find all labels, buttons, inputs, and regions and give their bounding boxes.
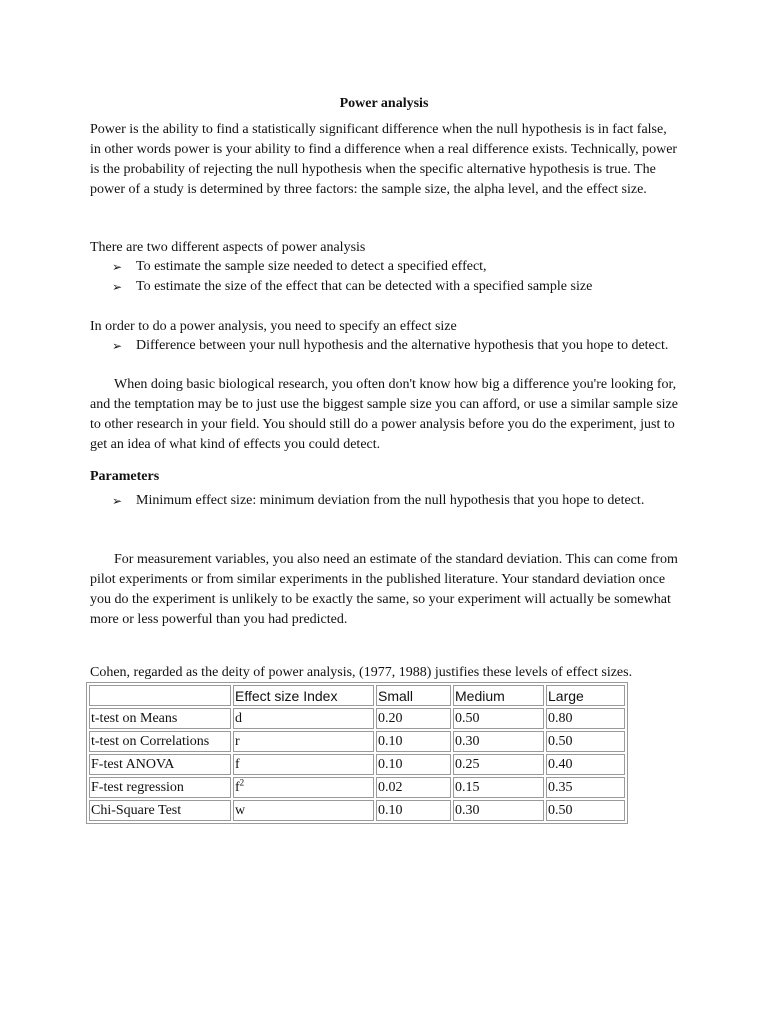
index-cell: $f^2$ — [233, 777, 374, 798]
parameters-heading: Parameters — [90, 469, 160, 484]
large-cell: 0.35 — [546, 777, 625, 798]
research-paragraph: When doing basic biological research, you often don't know how big a difference you're looking for, and the temptation may be to just use the biggest sample size you can afford, or use a similar sample size to other research in your field. You should still do a power analysis before you do the experiment, just to get an idea of what kind of effects you could detect. — [90, 377, 678, 452]
table-header-cell: Medium — [453, 685, 544, 706]
table-header-cell: Small — [376, 685, 451, 706]
effect-list — [112, 336, 682, 356]
table-header-row — [89, 685, 625, 706]
measurement-paragraph: For measurement variables, you also need an estimate of the standard deviation. This can come from pilot experiments or from similar experiments in the published literature. Your standard deviation once you do the experiment is unlikely to be exactly the same, so your experiment will actually be somewhat more or less powerful than you had predicted. — [90, 552, 678, 627]
arrow-bullet-icon: ➢ — [112, 494, 123, 508]
large-cell: 0.50 — [546, 731, 625, 752]
small-cell: 0.20 — [376, 708, 451, 729]
small-cell: 0.02 — [376, 777, 451, 798]
arrow-bullet-icon: ➢ — [112, 260, 123, 274]
test-name-cell: F-test regression — [89, 777, 231, 798]
list-item: ➢ To estimate the size of the effect that can be detected with a specified sample size — [112, 277, 682, 297]
index-cell: w — [233, 800, 374, 821]
small-cell: 0.10 — [376, 731, 451, 752]
table-header-cell — [89, 685, 231, 706]
list-item: ➢ Minimum effect size: minimum deviation from the null hypothesis that you hope to detect. — [112, 491, 682, 511]
table-row — [89, 731, 625, 752]
medium-cell: 0.30 — [453, 800, 544, 821]
medium-cell: 0.15 — [453, 777, 544, 798]
table-header-cell: Effect size Index — [233, 685, 374, 706]
cohen-paragraph: Cohen, regarded as the deity of power analysis, (1977, 1988) justifies these levels of effect sizes. — [90, 665, 633, 680]
test-name-cell: t-test on Correlations — [89, 731, 231, 752]
arrow-bullet-icon: ➢ — [112, 280, 123, 294]
aspects-list — [112, 257, 682, 297]
intro-paragraph: Power is the ability to find a statistically significant difference when the null hypothesis is in fact false, in other words power is your ability to find a difference when a real difference exists. Technically, power is the probability of rejecting the null hypothesis when the specific alternative hypothesis is true. The power of a study is determined by three factors: the sample size, the alpha level, and the effect size. — [90, 122, 678, 197]
test-name-cell: Chi-Square Test — [89, 800, 231, 821]
table-row — [89, 800, 625, 821]
list-item: ➢ To estimate the sample size needed to detect a specified effect, — [112, 257, 682, 277]
large-cell: 0.50 — [546, 800, 625, 821]
small-cell: 0.10 — [376, 800, 451, 821]
aspects-intro: There are two different aspects of power analysis — [90, 240, 366, 255]
test-name-cell: t-test on Means — [89, 708, 231, 729]
small-cell: 0.10 — [376, 754, 451, 775]
index-cell: r — [233, 731, 374, 752]
parameters-list — [112, 491, 682, 511]
large-cell: 0.80 — [546, 708, 625, 729]
medium-cell: 0.50 — [453, 708, 544, 729]
medium-cell: 0.25 — [453, 754, 544, 775]
table-header-cell: Large — [546, 685, 625, 706]
list-item: ➢ Difference between your null hypothesis and the alternative hypothesis that you hope to detect. — [112, 336, 682, 356]
table-row — [89, 777, 625, 798]
table-row — [89, 708, 625, 729]
table-row — [89, 754, 625, 775]
large-cell: 0.40 — [546, 754, 625, 775]
effect-intro: In order to do a power analysis, you need to specify an effect size — [90, 319, 457, 334]
medium-cell: 0.30 — [453, 731, 544, 752]
index-cell: d — [233, 708, 374, 729]
document-title: Power analysis — [339, 96, 429, 111]
effect-size-table — [86, 682, 628, 824]
index-cell: f — [233, 754, 374, 775]
arrow-bullet-icon: ➢ — [112, 339, 123, 353]
test-name-cell: F-test ANOVA — [89, 754, 231, 775]
